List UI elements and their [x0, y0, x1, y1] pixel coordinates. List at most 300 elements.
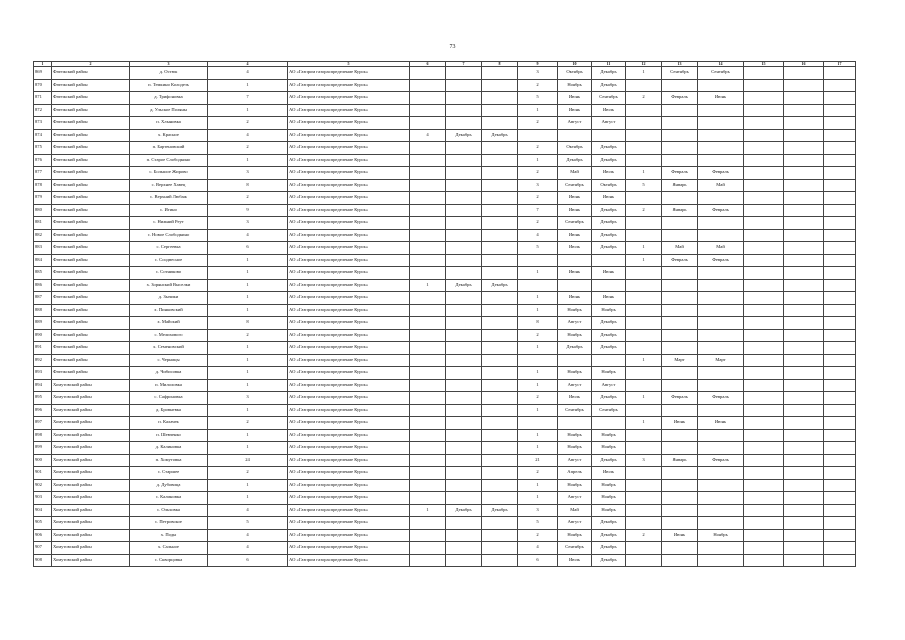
table-cell: 5 [518, 517, 558, 530]
table-cell: 892 [34, 354, 52, 367]
table-row [34, 329, 856, 342]
table-row [34, 129, 856, 142]
column-number-header: 6 [410, 62, 446, 67]
table-cell [482, 192, 518, 205]
table-cell [446, 529, 482, 542]
table-cell: АО «Газпром газораспределение Курск» [288, 92, 410, 105]
table-cell: 906 [34, 529, 52, 542]
table-cell [744, 504, 784, 517]
table-cell: с. Скворцовка [130, 554, 208, 567]
table-cell [410, 367, 446, 380]
table-cell [446, 117, 482, 130]
column-number-header: 10 [558, 62, 592, 67]
table-cell: АО «Газпром газораспределение Курск» [288, 304, 410, 317]
table-cell [824, 67, 856, 80]
table-cell [626, 267, 662, 280]
table-cell: 2 [626, 92, 662, 105]
table-cell: Фатежский район [52, 229, 130, 242]
table-cell [824, 379, 856, 392]
table-cell: 908 [34, 554, 52, 567]
table-cell [446, 379, 482, 392]
table-cell: Декабрь [592, 242, 626, 255]
table-cell [824, 517, 856, 530]
table-row [34, 67, 856, 80]
table-cell: х. Поды [130, 529, 208, 542]
table-cell [482, 179, 518, 192]
table-cell [446, 492, 482, 505]
table-cell: д. Бровневка [130, 404, 208, 417]
table-cell [410, 317, 446, 330]
table-cell [482, 204, 518, 217]
table-cell: 1 [208, 492, 288, 505]
column-number-header: 4 [208, 62, 288, 67]
table-cell: Декабрь [592, 454, 626, 467]
table-cell [626, 492, 662, 505]
table-cell: 903 [34, 492, 52, 505]
table-cell [744, 454, 784, 467]
table-cell [518, 354, 558, 367]
table-cell: п. Старое Слободкино [130, 154, 208, 167]
table-row [34, 79, 856, 92]
table-cell: 890 [34, 329, 52, 342]
table-cell [744, 329, 784, 342]
table-cell [626, 517, 662, 530]
table-cell: Фатежский район [52, 104, 130, 117]
table-row [34, 154, 856, 167]
table-cell: п. Хомутовка [130, 454, 208, 467]
table-cell: 1 [626, 392, 662, 405]
table-cell [446, 292, 482, 305]
table-cell [626, 404, 662, 417]
table-cell [410, 67, 446, 80]
table-cell [446, 217, 482, 230]
table-cell: Январь [662, 454, 698, 467]
table-cell: 2 [518, 529, 558, 542]
table-cell [626, 554, 662, 567]
table-cell [410, 342, 446, 355]
table-cell: АО «Газпром газораспределение Курск» [288, 129, 410, 142]
table-cell: Ноябрь [558, 442, 592, 455]
table-cell: 5 [208, 517, 288, 530]
table-cell: 8 [518, 317, 558, 330]
table-cell: Ноябрь [558, 429, 592, 442]
table-cell: Фатежский район [52, 204, 130, 217]
table-cell [744, 117, 784, 130]
table-cell: 1 [208, 79, 288, 92]
table-cell [824, 129, 856, 142]
table-cell [446, 367, 482, 380]
table-cell: АО «Газпром газораспределение Курск» [288, 242, 410, 255]
table-cell [626, 317, 662, 330]
table-cell: Сентябрь [592, 404, 626, 417]
table-cell [744, 467, 784, 480]
table-cell: 4 [208, 229, 288, 242]
table-cell [482, 454, 518, 467]
table-cell [482, 104, 518, 117]
column-number-header: 5 [288, 62, 410, 67]
table-row [34, 517, 856, 530]
table-cell: с. Верхний Любаж [130, 192, 208, 205]
table-cell: Февраль [698, 204, 744, 217]
table-cell: 5 [626, 179, 662, 192]
table-cell: 891 [34, 342, 52, 355]
table-cell [662, 342, 698, 355]
table-cell [446, 104, 482, 117]
table-cell [698, 117, 744, 130]
table-cell [558, 417, 592, 430]
table-cell [784, 179, 824, 192]
table-cell [698, 229, 744, 242]
table-cell: 907 [34, 542, 52, 555]
table-cell [744, 367, 784, 380]
table-cell: с. Ольховка [130, 504, 208, 517]
table-cell [410, 229, 446, 242]
table-cell: 875 [34, 142, 52, 155]
table-cell: Август [558, 317, 592, 330]
table-cell: 1 [626, 167, 662, 180]
table-cell: Хомутовский район [52, 392, 130, 405]
table-cell [592, 129, 626, 142]
column-number-header: 16 [784, 62, 824, 67]
table-cell: 4 [208, 542, 288, 555]
table-cell: Май [558, 504, 592, 517]
table-cell: Декабрь [592, 342, 626, 355]
table-cell [784, 254, 824, 267]
table-row [34, 192, 856, 205]
table-cell [662, 142, 698, 155]
table-cell [446, 542, 482, 555]
table-cell [410, 204, 446, 217]
table-cell: АО «Газпром газораспределение Курск» [288, 554, 410, 567]
table-cell [626, 429, 662, 442]
table-cell [824, 142, 856, 155]
table-cell [662, 442, 698, 455]
table-cell: Октябрь [592, 179, 626, 192]
table-cell: Май [662, 242, 698, 255]
table-cell [410, 292, 446, 305]
table-cell [744, 92, 784, 105]
table-cell: 870 [34, 79, 52, 92]
table-cell [410, 242, 446, 255]
table-cell: АО «Газпром газораспределение Курск» [288, 142, 410, 155]
table-cell: 1 [208, 479, 288, 492]
table-cell: 1 [208, 342, 288, 355]
table-cell [824, 179, 856, 192]
table-cell: 1 [410, 279, 446, 292]
table-row [34, 242, 856, 255]
table-cell [784, 392, 824, 405]
table-cell: Фатежский район [52, 79, 130, 92]
table-cell: Июль [558, 242, 592, 255]
table-cell [744, 104, 784, 117]
table-cell [744, 529, 784, 542]
table-cell [518, 417, 558, 430]
table-cell [410, 154, 446, 167]
column-number-header: 15 [744, 62, 784, 67]
table-cell [744, 354, 784, 367]
table-row [34, 142, 856, 155]
table-cell: 1 [208, 154, 288, 167]
table-cell [744, 267, 784, 280]
table-cell [744, 304, 784, 317]
table-cell: 900 [34, 454, 52, 467]
column-number-header: 2 [52, 62, 130, 67]
table-cell [698, 379, 744, 392]
table-cell [446, 179, 482, 192]
table-cell [784, 267, 824, 280]
table-cell [592, 279, 626, 292]
table-cell: 3 [208, 167, 288, 180]
table-cell: 3 [518, 67, 558, 80]
table-cell: Февраль [662, 92, 698, 105]
table-cell [662, 492, 698, 505]
table-cell [698, 542, 744, 555]
table-cell: х. Сальное [130, 542, 208, 555]
table-cell: 2 [518, 167, 558, 180]
table-cell: Февраль [698, 254, 744, 267]
table-cell: 1 [208, 267, 288, 280]
table-cell [626, 192, 662, 205]
table-cell [410, 404, 446, 417]
table-cell: 4 [208, 67, 288, 80]
table-cell: Март [662, 354, 698, 367]
table-cell [446, 554, 482, 567]
table-cell [824, 542, 856, 555]
table-cell: х. Майский [130, 317, 208, 330]
table-cell: Фатежский район [52, 129, 130, 142]
table-cell: 2 [518, 117, 558, 130]
table-cell: с. Новое Слободкино [130, 229, 208, 242]
table-cell [824, 154, 856, 167]
table-cell [662, 117, 698, 130]
table-cell: 1 [626, 242, 662, 255]
table-cell [662, 104, 698, 117]
table-cell: Фатежский район [52, 292, 130, 305]
column-number-header: 7 [446, 62, 482, 67]
table-cell [482, 142, 518, 155]
table-cell: 1 [208, 254, 288, 267]
table-cell [410, 442, 446, 455]
table-cell [784, 404, 824, 417]
table-cell: АО «Газпром газораспределение Курск» [288, 79, 410, 92]
table-cell [744, 279, 784, 292]
table-cell: Декабрь [446, 279, 482, 292]
table-row [34, 204, 856, 217]
table-cell: Декабрь [592, 217, 626, 230]
table-cell: Июнь [558, 229, 592, 242]
table-cell [784, 529, 824, 542]
table-cell [784, 279, 824, 292]
table-cell: Июнь [592, 267, 626, 280]
table-cell [592, 417, 626, 430]
table-row [34, 267, 856, 280]
table-cell [698, 492, 744, 505]
table-cell: х. Семеновский [130, 342, 208, 355]
table-cell [744, 342, 784, 355]
table-cell [446, 442, 482, 455]
table-cell [698, 404, 744, 417]
table-cell [784, 379, 824, 392]
table-cell: Июнь [558, 192, 592, 205]
table-cell: АО «Газпром газораспределение Курск» [288, 267, 410, 280]
table-cell: 1 [410, 504, 446, 517]
table-cell [592, 254, 626, 267]
table-cell [482, 342, 518, 355]
table-cell [784, 192, 824, 205]
table-cell [698, 554, 744, 567]
table-row [34, 467, 856, 480]
table-cell: Декабрь [482, 279, 518, 292]
table-cell [784, 504, 824, 517]
table-cell: Фатежский район [52, 354, 130, 367]
table-cell: Август [558, 379, 592, 392]
table-cell: Сентябрь [558, 404, 592, 417]
table-row [34, 367, 856, 380]
table-cell [446, 454, 482, 467]
table-cell: Фатежский район [52, 92, 130, 105]
table-cell: АО «Газпром газораспределение Курск» [288, 292, 410, 305]
table-cell: АО «Газпром газораспределение Курск» [288, 367, 410, 380]
table-cell [446, 329, 482, 342]
table-cell [662, 304, 698, 317]
table-cell: Фатежский район [52, 192, 130, 205]
table-cell: 2 [208, 192, 288, 205]
column-number-header: 1 [34, 62, 52, 67]
table-cell: Март [698, 354, 744, 367]
table-cell [410, 417, 446, 430]
table-cell: Июнь [662, 417, 698, 430]
table-cell [824, 167, 856, 180]
table-cell [824, 392, 856, 405]
table-cell: Хомутовский район [52, 554, 130, 567]
table-cell [662, 367, 698, 380]
table-cell [824, 92, 856, 105]
table-cell [662, 329, 698, 342]
table-cell: Июнь [558, 92, 592, 105]
table-cell: Фатежский район [52, 242, 130, 255]
table-cell: 1 [208, 354, 288, 367]
table-cell: Июнь [698, 92, 744, 105]
table-cell: Июнь [558, 292, 592, 305]
table-cell: Фатежский район [52, 367, 130, 380]
table-cell: 1 [626, 354, 662, 367]
table-cell [744, 129, 784, 142]
table-cell: 879 [34, 192, 52, 205]
table-cell: Декабрь [482, 504, 518, 517]
table-cell [626, 104, 662, 117]
table-cell: Июль [558, 392, 592, 405]
table-cell: АО «Газпром газораспределение Курск» [288, 517, 410, 530]
table-cell [482, 429, 518, 442]
table-cell: 7 [518, 204, 558, 217]
table-cell [784, 304, 824, 317]
table-cell: д. Чибисовка [130, 367, 208, 380]
table-cell: 4 [208, 529, 288, 542]
table-cell: Хомутовский район [52, 492, 130, 505]
table-cell: Декабрь [558, 154, 592, 167]
table-cell: 876 [34, 154, 52, 167]
table-row [34, 304, 856, 317]
table-cell [626, 304, 662, 317]
table-cell: Хомутовский район [52, 454, 130, 467]
table-cell: Ноябрь [558, 529, 592, 542]
table-cell: Ноябрь [558, 79, 592, 92]
table-cell: Май [698, 242, 744, 255]
table-row [34, 279, 856, 292]
table-cell [744, 492, 784, 505]
table-cell [824, 342, 856, 355]
table-cell [784, 292, 824, 305]
table-cell: Апрель [558, 467, 592, 480]
table-cell [662, 429, 698, 442]
table-cell [824, 404, 856, 417]
table-cell [824, 467, 856, 480]
table-cell: 6 [208, 242, 288, 255]
table-cell [744, 254, 784, 267]
table-cell: 1 [518, 429, 558, 442]
table-cell: с. Верхнее Хавец [130, 179, 208, 192]
table-cell: АО «Газпром газораспределение Курск» [288, 379, 410, 392]
table-cell [698, 317, 744, 330]
table-row [34, 442, 856, 455]
table-cell: Июль [592, 467, 626, 480]
table-cell: 883 [34, 242, 52, 255]
table-cell: 889 [34, 317, 52, 330]
table-cell: 3 [208, 392, 288, 405]
table-row [34, 167, 856, 180]
table-cell: АО «Газпром газораспределение Курск» [288, 504, 410, 517]
table-cell [410, 392, 446, 405]
table-cell: 897 [34, 417, 52, 430]
table-cell: 899 [34, 442, 52, 455]
table-cell [482, 292, 518, 305]
table-cell [482, 67, 518, 80]
table-cell [784, 142, 824, 155]
table-cell: 901 [34, 467, 52, 480]
table-cell [698, 192, 744, 205]
table-cell: Декабрь [592, 554, 626, 567]
table-cell [784, 129, 824, 142]
table-cell [558, 354, 592, 367]
table-cell: 869 [34, 67, 52, 80]
table-cell: с. Старшее [130, 467, 208, 480]
table-cell: АО «Газпром газораспределение Курск» [288, 542, 410, 555]
table-cell: 1 [208, 104, 288, 117]
table-cell: 1 [208, 442, 288, 455]
table-row [34, 417, 856, 430]
table-cell: Декабрь [446, 504, 482, 517]
table-cell [824, 367, 856, 380]
table-cell: Июнь [558, 104, 592, 117]
table-cell: Декабрь [592, 229, 626, 242]
table-cell [410, 304, 446, 317]
table-cell [446, 67, 482, 80]
table-cell [698, 154, 744, 167]
table-cell: 1 [518, 367, 558, 380]
table-cell [626, 542, 662, 555]
table-cell [410, 179, 446, 192]
table-cell: АО «Газпром газораспределение Курск» [288, 117, 410, 130]
table-cell: д. Зычики [130, 292, 208, 305]
table-cell [744, 204, 784, 217]
table-cell: Фатежский район [52, 267, 130, 280]
table-cell [482, 329, 518, 342]
table-cell: 877 [34, 167, 52, 180]
table-cell [482, 442, 518, 455]
table-cell: АО «Газпром газораспределение Курск» [288, 104, 410, 117]
table-cell: АО «Газпром газораспределение Курск» [288, 217, 410, 230]
table-cell: 1 [208, 304, 288, 317]
